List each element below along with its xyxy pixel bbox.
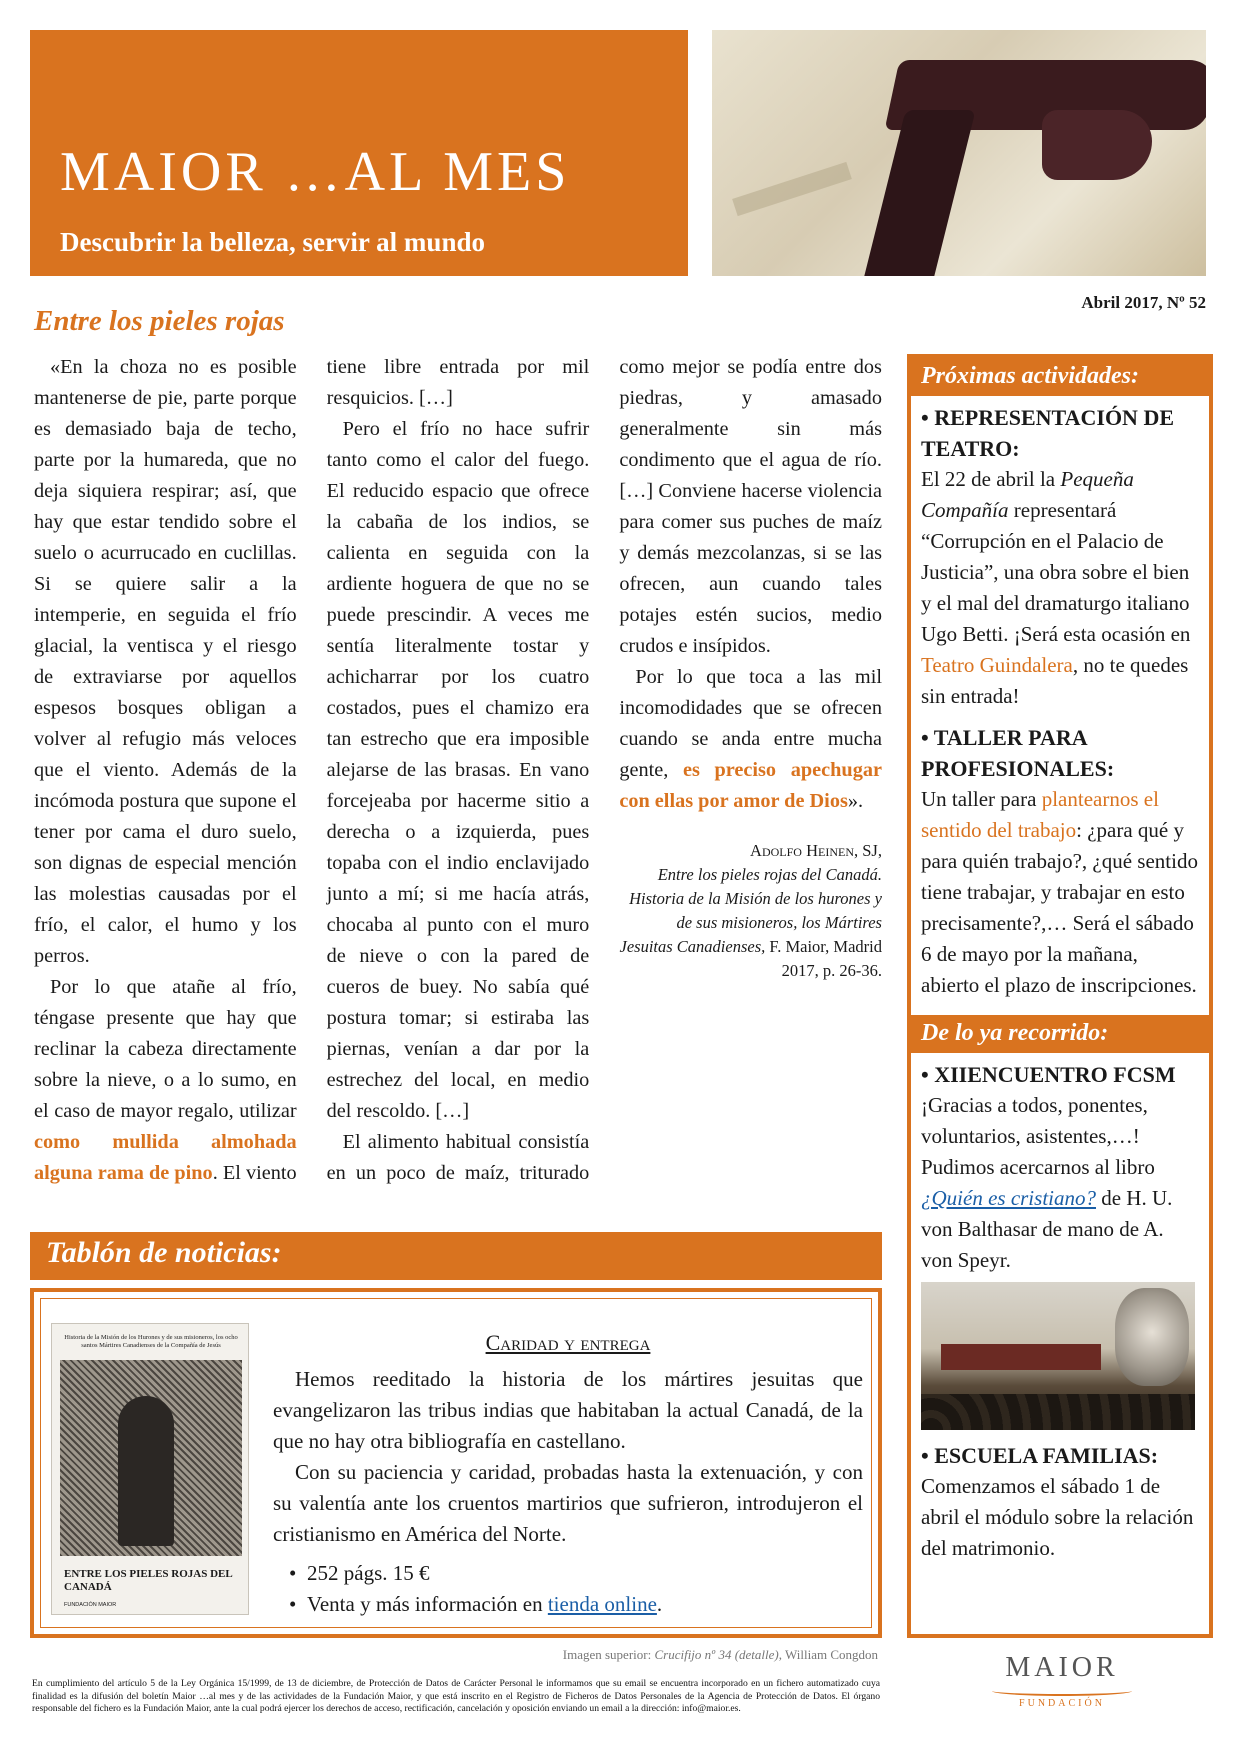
image-credit: Imagen superior: Crucifijo nº 34 (detalle), William Congdon	[562, 1647, 878, 1662]
signature-book: Entre los pieles rojas del Canadá. Historia de la Misión de los hurones y de sus misioneros, los Mártires Jesuitas Canadienses,	[619, 865, 882, 956]
event-photo	[921, 1282, 1195, 1430]
workshop-body: Un taller para plantearnos el sentido del trabajo: ¿para qué y para quién trabajo?, ¿qué sentido tiene trabajar, y trabajar en esto precisamente?,… Será el sábado 6 de mayo por la mañana, abierto el plazo de inscripciones.	[921, 787, 1198, 997]
list-item: • Venta y más información en tienda online.	[289, 1589, 863, 1620]
maior-logo	[982, 1652, 1142, 1709]
shop-link[interactable]: tienda online	[547, 1592, 657, 1616]
families-title: • ESCUELA FAMILIAS:	[921, 1443, 1159, 1468]
news-bar: Tablón de noticias:	[30, 1232, 882, 1280]
book-cover-image[interactable]	[51, 1323, 249, 1615]
theatre-body: El 22 de abril la Pequeña Compañía representará “Corrupción en el Palacio de Justicia”, una obra sobre el bien y el mal del dramaturgo italiano Ugo Betti. ¡Será esta ocasión en Teatro Guindalera, no te quedes sin entrada!	[921, 467, 1191, 708]
article-paragraph: Por lo que toca a las mil incomodidades que se ofrecen cuando se anda entre mucha gente, es preciso apechugar con ellas por amor de Dios».	[619, 666, 882, 812]
article-paragraph: Pero el frío no hace sufrir tanto como el calor del fuego. El reducido espacio que ofrece la cabaña de los indios, se calienta en seguida con la ardiente hoguera de que no se puede prescindir. A veces me sentía literalmente tostar y achicharrar por los cuatro costados, pues el chamizo era tan estrecho que era imposible alejarse de las brasas. En vano forcejeaba por hacerme sitio a derecha o a izquierda, pues topaba con el indio enclavijado junto a mí; si me hacía atrás, chocaba al punto con el muro de nieve o con la pared de cueros de buey. No sabía qué postura tomar; si estiraba las piernas, venían a dar por la estrechez del local, en medio del rescoldo. […]	[326, 418, 590, 1122]
news-text	[273, 1327, 863, 1620]
logo-wordmark: MAIOR	[1005, 1652, 1119, 1683]
list-item: • 252 págs. 15 €	[289, 1558, 863, 1589]
signature-publisher: F. Maior, Madrid 2017, p. 26-36.	[765, 937, 882, 980]
article-paragraph: El alimento habitual consistía en un poco de maíz, triturado como mejor se podía entre dos piedras, y amasado generalmente sin más condimento que el agua de río. […] Conviene hacerse violencia para comer sus puches de maíz y demás mezcolanzas, si se las ofrecen, aun cuando tales potajes estén sucios, medio crudos e insípidos.	[326, 356, 882, 1184]
news-heading: Caridad y entrega	[485, 1330, 651, 1355]
article-title: Entre los pieles rojas	[34, 305, 285, 337]
activities-sidebar	[907, 354, 1213, 1638]
news-box	[30, 1288, 882, 1638]
logo-subtitle: FUNDACIÓN	[1019, 1698, 1105, 1709]
encuentro-title: • XIIENCUENTRO FCSM	[921, 1062, 1176, 1087]
book-link[interactable]: ¿Quién es cristiano?	[921, 1186, 1096, 1210]
news-paragraph: Hemos reeditado la historia de los mártires jesuitas que evangelizaron las tribus indias que habitaban la actual Canadá, de la que no hay otra bibliografía en castellano.	[273, 1367, 863, 1453]
news-paragraph: Con su paciencia y caridad, probadas hasta la extenuación, y con su valentía ante los cruentos martirios que sufrieron, introdujeron el cristianismo en América del Norte.	[273, 1460, 863, 1546]
article-highlight: como mullida almohada alguna rama de pino	[34, 1131, 297, 1184]
legal-notice: En cumplimiento del artículo 5 de la Ley Orgánica 15/1999, de 13 de diciembre, de Protección de Datos de Carácter Personal le informamos que su email se encuentra incorporado en un fichero automatizado cuya finalidad es la difusión del boletín Maior …al mes y de las actividades de la Fundación Maior, y que está inscrito en el Registro de Ficheros de Datos Personales de la Agencia de Protección de Datos. El órgano responsable del fichero es la Fundación Maior, ante la cual podrá ejercer los derechos de acceso, rectificación, cancelación y oposición enviando un email a la dirección: info@maior.es.	[32, 1678, 880, 1714]
signature-author: Adolfo Heinen, SJ,	[750, 841, 882, 860]
upcoming-heading: Próximas actividades:	[911, 358, 1209, 396]
workshop-title: • TALLER PARA PROFESIONALES:	[921, 725, 1115, 781]
masthead-title: MAIOR …AL MES	[60, 141, 571, 203]
header-artwork	[712, 30, 1206, 276]
past-heading: De lo ya recorrido:	[911, 1015, 1209, 1053]
article-highlight: es preciso apechugar con ellas por amor de Dios	[619, 759, 882, 812]
book-cover-publisher: FUNDACIÓN MAIOR	[64, 1602, 117, 1608]
news-list	[289, 1558, 863, 1620]
book-cover-title: ENTRE LOS PIELES ROJAS DEL CANADÁ	[64, 1568, 233, 1593]
article-paragraph: «En la choza no es posible mantenerse de pie, parte porque es demasiado baja de techo, parte por la humareda, que no deja siquiera respirar; así, que hay que estar tendido sobre el suelo o acurrucado en cuclillas. Si se quiere salir a la intemperie, en seguida el frío glacial, la ventisca y el riesgo de extraviarse por aquellos espesos bosques obligan a volver al refugio más veloces que el viento. Además de la incómoda postura que supone el tener por cama el duro suelo, son dignas de especial mención las molestias causadas por el frío, el calor, el humo y los perros.	[34, 356, 297, 967]
issue-date: Abril 2017, Nº 52	[1081, 293, 1206, 312]
article-paragraph: Por lo que atañe al frío, téngase presente que hay que reclinar la cabeza directamente sobre la nieve, o a lo sumo, en el caso de mayor regalo, utilizar como mullida almohada alguna rama de pino. El viento tiene libre entrada por mil resquicios. […]	[34, 356, 590, 1184]
book-cover-top: Historia de la Misión de los Hurones y de sus misioneros, los ocho santos Mártires Canadienses de la Compañía de Jesús	[64, 1334, 238, 1349]
article-signature	[619, 839, 882, 983]
encuentro-body: ¡Gracias a todos, ponentes, voluntarios, asistentes,…! Pudimos acercarnos al libro ¿Quién es cristiano? de H. U. von Balthasar de mano de A. von Speyr.	[921, 1093, 1173, 1272]
masthead-subtitle: Descubrir la belleza, servir al mundo	[60, 227, 485, 257]
families-body: Comenzamos el sábado 1 de abril el módulo sobre la relación del matrimonio.	[921, 1474, 1194, 1560]
workshop-link[interactable]: plantearnos el sentido del trabajo	[921, 787, 1159, 842]
theatre-title: • REPRESENTACIÓN DE TEATRO:	[921, 405, 1174, 461]
theatre-link[interactable]: Teatro Guindalera	[921, 653, 1073, 677]
article-body	[34, 352, 882, 1214]
masthead-box	[30, 30, 688, 276]
